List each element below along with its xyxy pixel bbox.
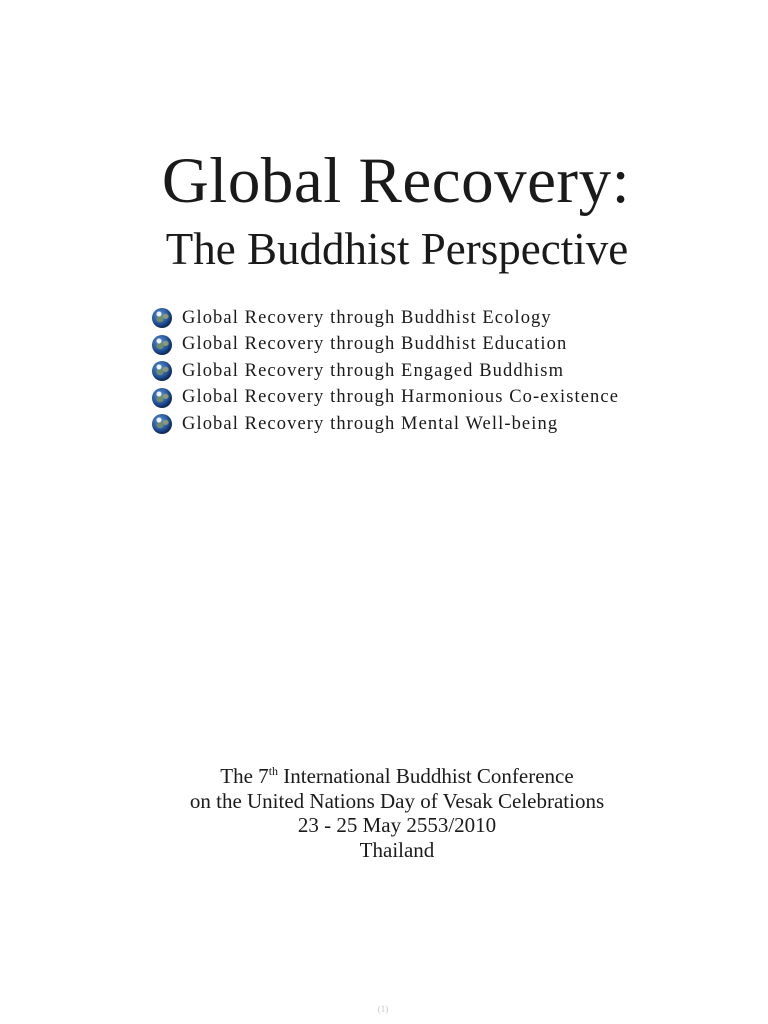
list-item xyxy=(152,385,619,412)
globe-icon xyxy=(152,308,172,328)
topic-label: Global Recovery through Harmonious Co-existence xyxy=(182,387,620,408)
topic-list xyxy=(152,305,619,438)
list-item xyxy=(152,358,619,385)
conference-name: International Buddhist Conference xyxy=(278,764,574,788)
conference-location: Thailand xyxy=(359,837,435,862)
globe-icon xyxy=(152,361,172,381)
conference-info xyxy=(0,764,768,862)
globe-icon xyxy=(152,414,172,434)
topic-label: Global Recovery through Engaged Buddhism xyxy=(182,360,565,381)
conference-ordinal: The 7 xyxy=(220,764,269,788)
conference-occasion: on the United Nations Day of Vesak Celebrations xyxy=(189,788,605,813)
globe-icon xyxy=(152,388,172,408)
topic-label: Global Recovery through Buddhist Ecology xyxy=(182,307,552,328)
list-item xyxy=(152,305,619,332)
ordinal-superscript: th xyxy=(268,764,279,778)
topic-label: Global Recovery through Mental Well-being xyxy=(182,413,559,434)
page-title: Global Recovery: xyxy=(161,145,631,217)
list-item xyxy=(152,332,619,359)
list-item xyxy=(152,411,619,438)
topic-label: Global Recovery through Buddhist Education xyxy=(182,334,568,355)
globe-icon xyxy=(152,335,172,355)
conference-title-line xyxy=(0,764,768,789)
conference-dates: 23 - 25 May 2553/2010 xyxy=(297,813,497,837)
page-number: (1) xyxy=(377,1004,389,1014)
page-subtitle: The Buddhist Perspective xyxy=(165,224,629,274)
